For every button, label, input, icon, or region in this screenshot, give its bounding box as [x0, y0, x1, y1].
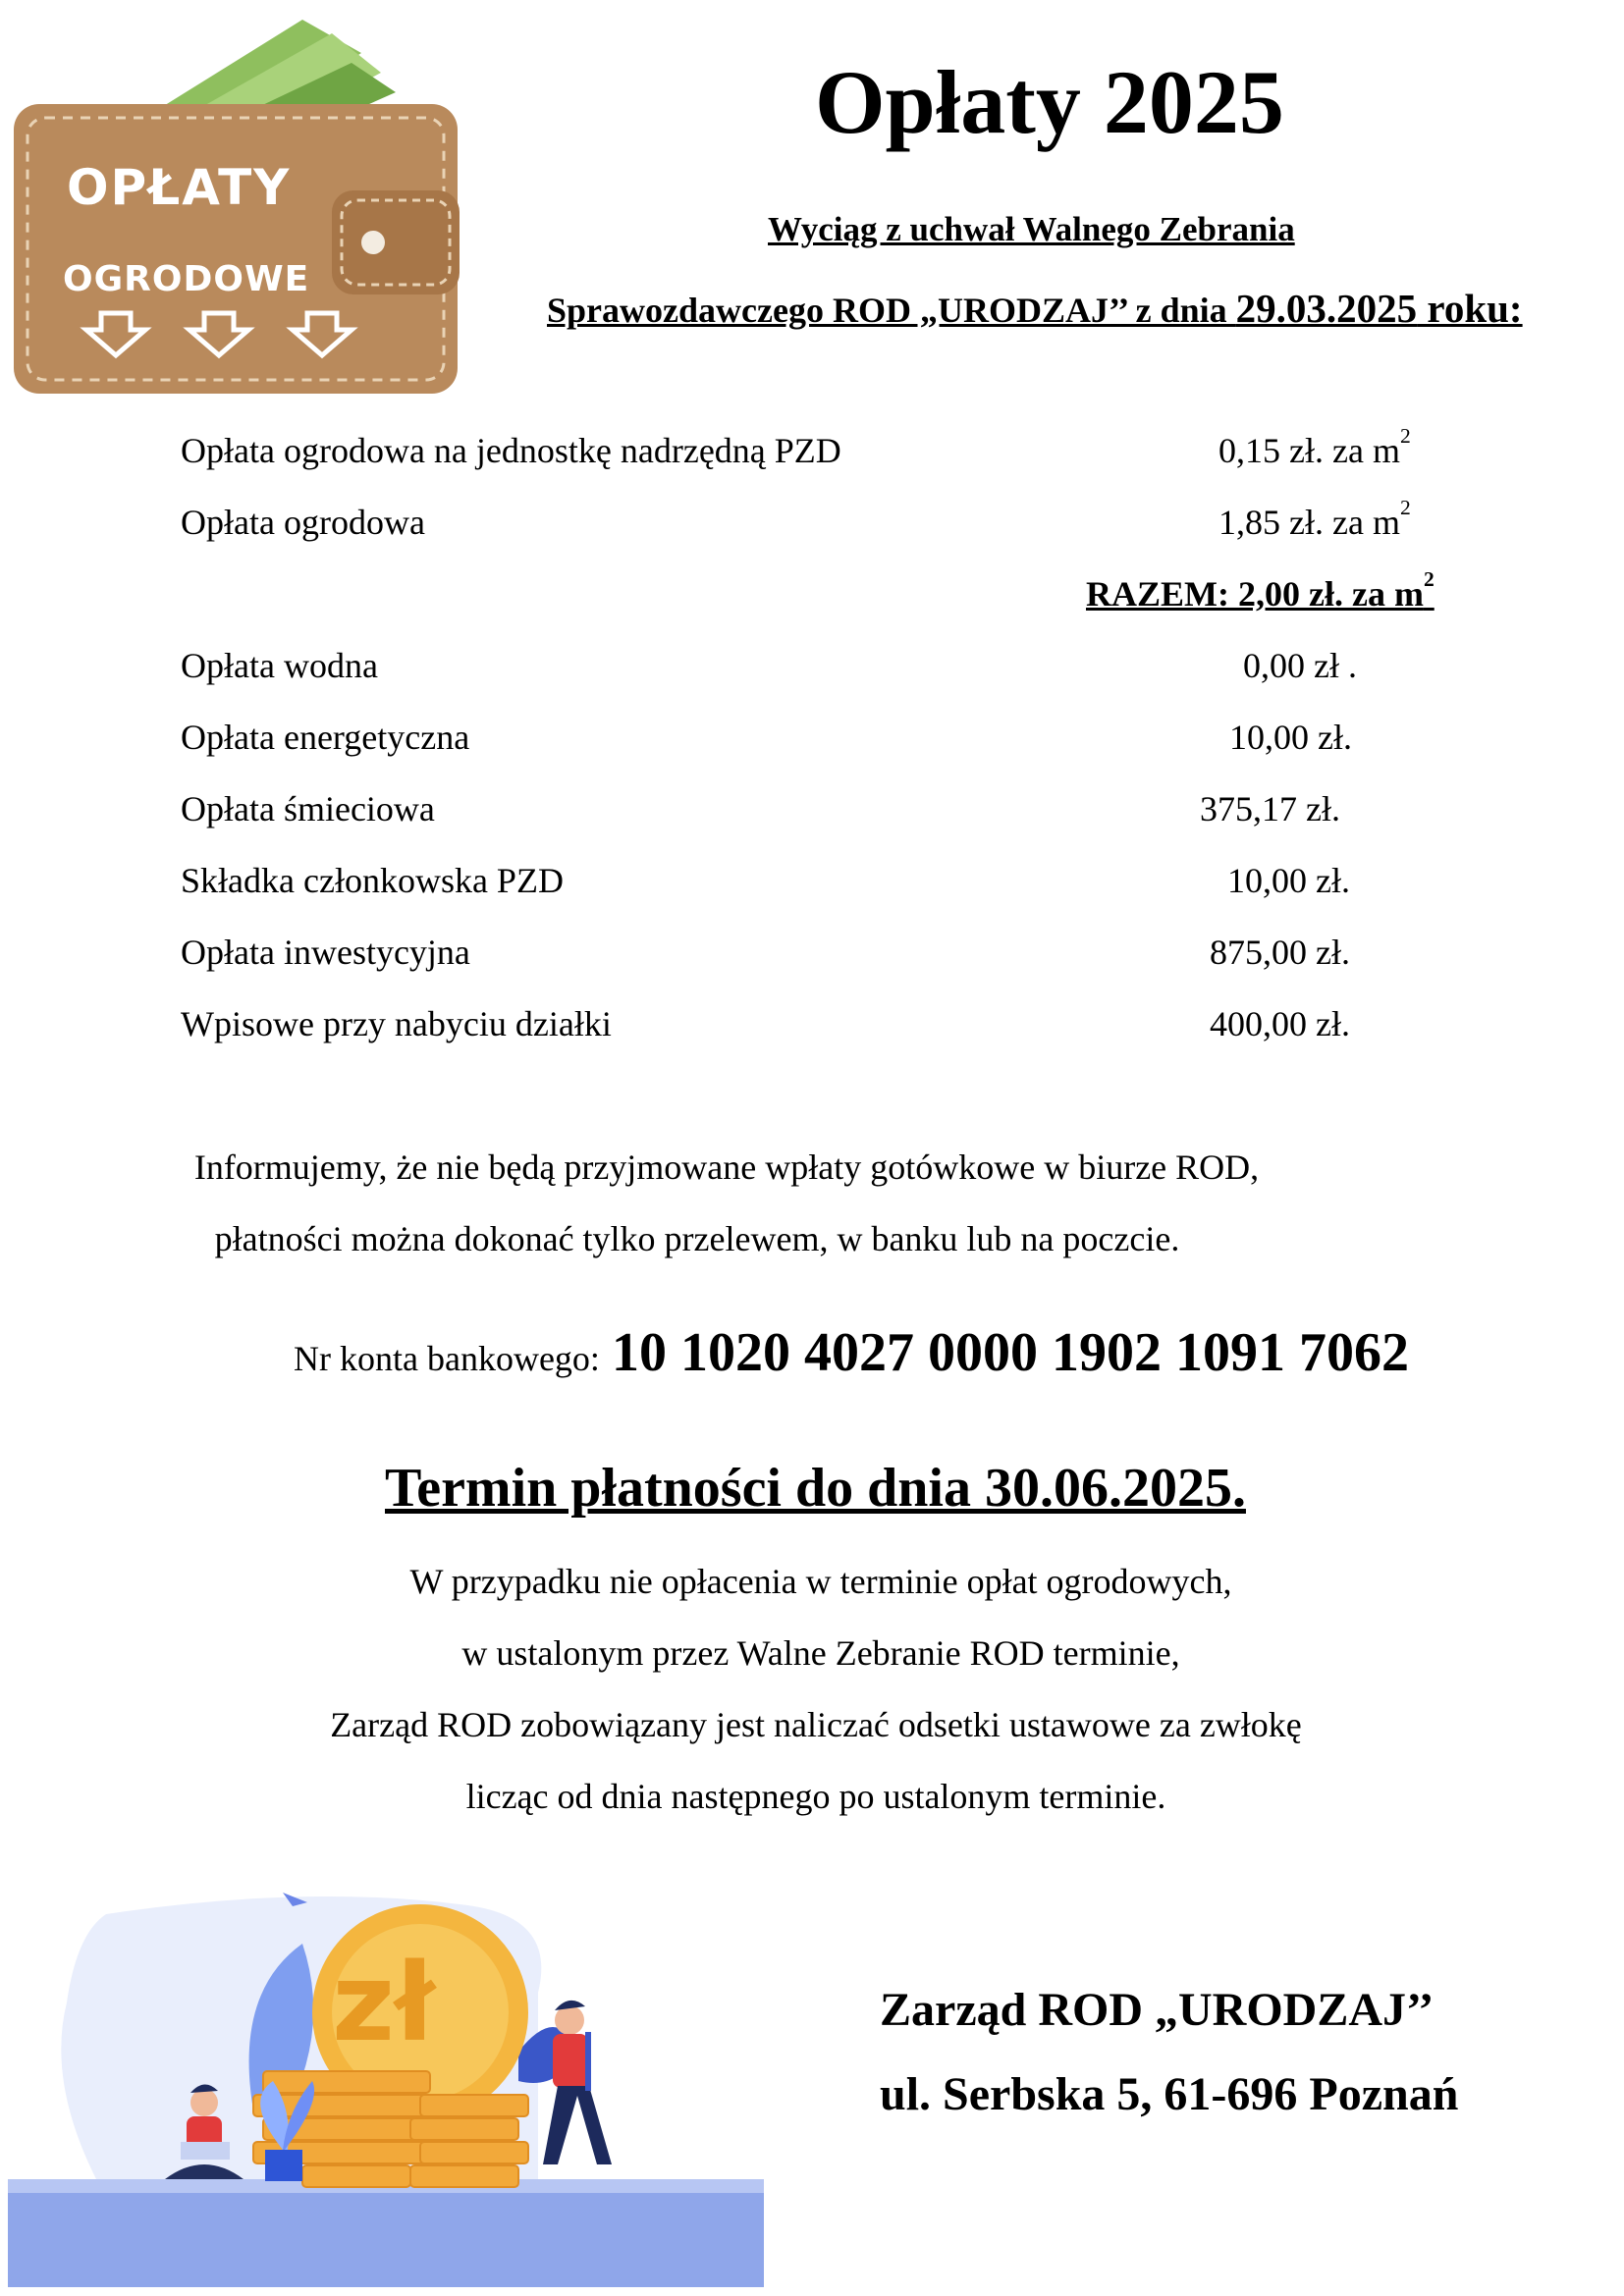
- notice-line: W przypadku nie opłacenia w terminie opłat ogrodowych,: [409, 1562, 1232, 1601]
- subtitle-line-1: Wyciąg z uchwał Walnego Zebrania: [768, 210, 1295, 248]
- signature-address: ul. Serbska 5, 61-696 Poznań: [880, 2068, 1459, 2120]
- fee-value: 10,00 zł.: [1227, 861, 1350, 900]
- unit-exponent: 2: [1399, 424, 1411, 448]
- info-line-1: Informujemy, że nie będą przyjmowane wpłaty gotówkowe w biurze ROD,: [193, 1148, 1260, 1187]
- account-number: 10 1020 4027 0000 1902 1091 7062: [611, 1322, 1409, 1383]
- fee-label: Opłata inwestycyjna: [181, 933, 470, 972]
- fee-value: [1218, 424, 1411, 471]
- fee-label: Wpisowe przy nabyciu działki: [181, 1004, 612, 1043]
- fee-label: Składka członkowska PZD: [181, 861, 564, 900]
- notice-line: w ustalonym przez Walne Zebranie ROD terminie,: [461, 1633, 1180, 1673]
- wallet-logo: [8, 14, 469, 397]
- fee-label: Opłata śmieciowa: [181, 789, 435, 828]
- bank-account: [294, 1321, 1409, 1384]
- logo-text-ogrodowe: OGRODOWE: [63, 259, 310, 299]
- unit-exponent: 2: [1399, 496, 1411, 519]
- fee-total: [1086, 567, 1435, 614]
- page-title: Opłaty 2025: [815, 52, 1284, 152]
- info-line-2: płatności można dokonać tylko przelewem, w banku lub na poczcie.: [214, 1219, 1180, 1258]
- coin-symbol: zł: [332, 1940, 435, 2065]
- fee-amount: 0,15 zł. za m: [1218, 431, 1400, 470]
- fee-label: Opłata ogrodowa na jednostkę nadrzędną PZD: [181, 431, 841, 470]
- meeting-date: 29.03.2025: [1235, 286, 1418, 331]
- fee-value: 375,17 zł.: [1200, 789, 1340, 828]
- fee-value: 400,00 zł.: [1210, 1004, 1350, 1043]
- fee-label: Opłata wodna: [181, 646, 378, 685]
- subtitle-line-2-suffix: roku:: [1417, 286, 1523, 331]
- fee-label: Opłata energetyczna: [181, 718, 470, 757]
- fee-value: 0,00 zł .: [1243, 646, 1357, 685]
- subtitle-line-2: [547, 285, 1523, 332]
- fee-label: Opłata ogrodowa: [181, 503, 425, 542]
- fee-value: [1218, 496, 1411, 543]
- logo-text-oplaty: OPŁATY: [67, 159, 292, 216]
- signature-line-1: Zarząd ROD „URODZAJ’’: [880, 1984, 1435, 2036]
- fee-total-amount: RAZEM: 2,00 zł. za m: [1086, 574, 1424, 614]
- unit-exponent: 2: [1423, 567, 1435, 591]
- fee-value: 10,00 zł.: [1229, 718, 1352, 757]
- notice-line: licząc od dnia następnego po ustalonym terminie.: [465, 1777, 1166, 1816]
- account-label: Nr konta bankowego:: [294, 1339, 600, 1378]
- fee-amount: 1,85 zł. za m: [1218, 503, 1400, 542]
- subtitle-line-2-text: Sprawozdawczego ROD „URODZAJ’’ z dnia: [547, 291, 1236, 330]
- payment-deadline: Termin płatności do dnia 30.06.2025.: [385, 1458, 1246, 1519]
- notice-line: Zarząd ROD zobowiązany jest naliczać odsetki ustawowe za zwłokę: [330, 1705, 1302, 1744]
- fee-value: 875,00 zł.: [1210, 933, 1350, 972]
- coins-illustration: [8, 1885, 764, 2287]
